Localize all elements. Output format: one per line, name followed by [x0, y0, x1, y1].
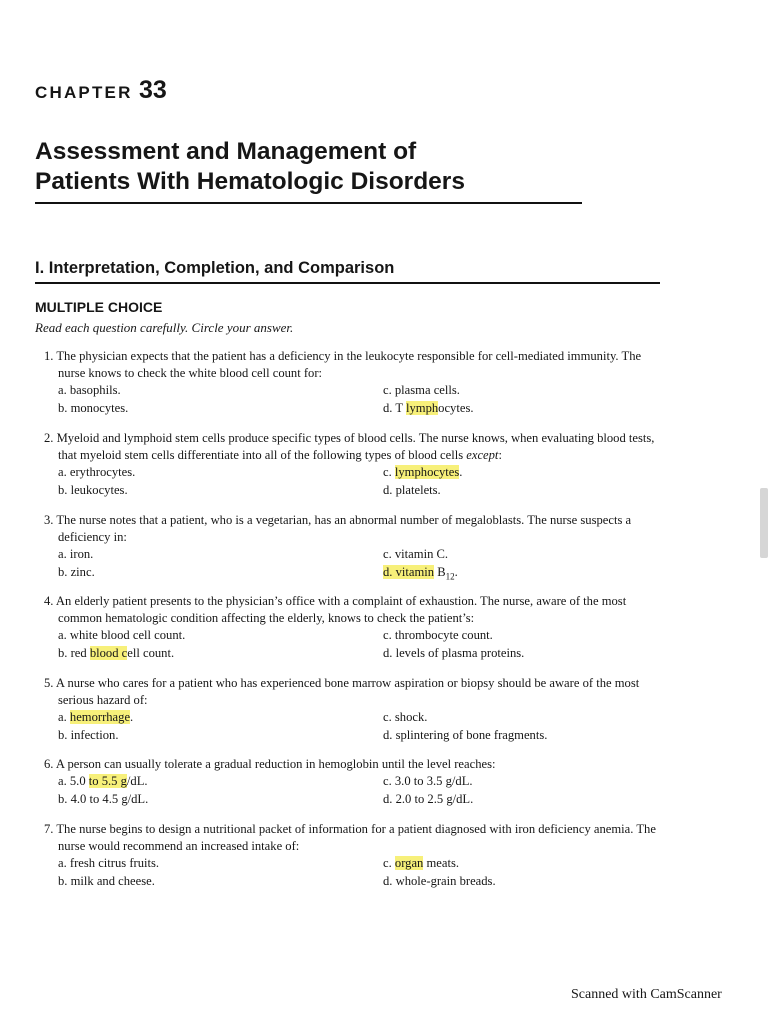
option-row	[44, 791, 664, 809]
chapter-title-line-2: Patients With Hematologic Disorders	[35, 168, 465, 195]
option-c[interactable]	[383, 855, 459, 872]
option-text: d. T	[383, 401, 406, 415]
chapter-title	[35, 137, 635, 197]
option-text: /dL.	[126, 774, 148, 788]
instructions-text: Read each question carefully. Circle your answer.	[35, 320, 294, 335]
option-d[interactable]	[383, 400, 474, 417]
option-row	[44, 873, 664, 891]
highlighted-text: lymphocytes	[394, 465, 460, 479]
option-a[interactable]: a. white blood cell count.	[58, 628, 186, 642]
option-b[interactable]: b. infection.	[58, 728, 119, 742]
option-b[interactable]: b. milk and cheese.	[58, 874, 155, 888]
option-row	[44, 727, 664, 745]
option-text: a. 5.0	[58, 774, 89, 788]
option-text: c.	[383, 856, 395, 870]
option-row	[44, 855, 664, 873]
option-row	[44, 564, 664, 582]
question-stem	[44, 430, 664, 464]
chapter-word: CHAPTER	[35, 83, 133, 102]
option-c[interactable]: c. thrombocyte count.	[383, 628, 493, 642]
option-d[interactable]: d. whole-grain breads.	[383, 874, 496, 888]
option-text: a.	[58, 710, 70, 724]
scanner-watermark: Scanned with CamScanner	[571, 987, 722, 1002]
option-text: .	[459, 465, 463, 479]
option-text: ocytes.	[438, 401, 474, 415]
question-2	[44, 430, 664, 500]
stem-emphasis: except	[466, 448, 499, 462]
option-b[interactable]	[58, 645, 174, 662]
question-1	[44, 348, 664, 418]
highlighted-text: blood c	[89, 646, 128, 660]
option-c[interactable]: c. vitamin C.	[383, 547, 449, 561]
question-5	[44, 675, 664, 745]
option-a[interactable]: a. basophils.	[58, 383, 121, 397]
option-b[interactable]: b. zinc.	[58, 565, 95, 579]
stem-text: 2. Myeloid and lymphoid stem cells produce specific types of blood cells. The nurse knows, when evaluating blood tests, that myeloid stem cells differentiate into all of the following types of blood cells	[44, 431, 655, 462]
option-row	[44, 382, 664, 400]
option-row	[44, 709, 664, 727]
subscript-text: 12	[445, 571, 455, 582]
section-heading: I. Interpretation, Completion, and Comparison	[35, 259, 395, 277]
option-text: .	[130, 710, 134, 724]
question-stem: 4. An elderly patient presents to the physician’s office with a complaint of exhaustion. The nurse, aware of the most common hematologic condition affecting the elderly, knows to check the patient’s:	[44, 594, 627, 625]
chapter-title-line-1: Assessment and Management of	[35, 138, 417, 165]
option-b[interactable]: b. leukocytes.	[58, 483, 128, 497]
question-stem: 1. The physician expects that the patient has a deficiency in the leukocyte responsible for cell-mediated immunity. The nurse knows to check the white blood cell count for:	[44, 349, 642, 380]
option-a[interactable]	[58, 773, 148, 790]
option-a[interactable]	[58, 709, 133, 726]
page-edge-shadow	[760, 488, 768, 558]
option-d[interactable]: d. splintering of bone fragments.	[383, 728, 548, 742]
title-divider	[35, 202, 582, 204]
highlighted-text: d. vitamin	[383, 565, 435, 579]
option-row	[44, 645, 664, 663]
question-stem: 7. The nurse begins to design a nutritional packet of information for a patient diagnosed with iron deficiency anemia. The nurse would recommend an increased intake of:	[44, 822, 656, 853]
question-7	[44, 821, 664, 891]
option-text: c.	[383, 465, 395, 479]
option-row	[44, 627, 664, 645]
option-row	[44, 400, 664, 418]
question-stem: 6. A person can usually tolerate a gradual reduction in hemoglobin until the level reaches:	[44, 757, 496, 771]
highlighted-text: lymph	[405, 401, 439, 415]
option-a[interactable]: a. erythrocytes.	[58, 465, 136, 479]
option-d[interactable]	[383, 564, 458, 586]
option-c[interactable]	[383, 464, 462, 481]
option-b[interactable]: b. 4.0 to 4.5 g/dL.	[58, 792, 149, 806]
chapter-number: 33	[139, 76, 167, 104]
question-6	[44, 756, 664, 809]
highlighted-text: hemorrhage	[69, 710, 131, 724]
highlighted-text: organ	[394, 856, 424, 870]
highlighted-text: to 5.5 g	[88, 774, 127, 788]
multiple-choice-heading: MULTIPLE CHOICE	[35, 299, 163, 315]
option-text: ell count.	[127, 646, 175, 660]
option-c[interactable]: c. 3.0 to 3.5 g/dL.	[383, 774, 473, 788]
option-row	[44, 464, 664, 482]
option-row	[44, 482, 664, 500]
question-stem: 3. The nurse notes that a patient, who is a vegetarian, has an abnormal number of megaloblasts. The nurse suspects a deficiency in:	[44, 513, 632, 544]
option-text: meats.	[423, 856, 460, 870]
stem-text: :	[498, 448, 502, 462]
option-text: b. red	[58, 646, 90, 660]
question-4	[44, 593, 664, 663]
option-row	[44, 546, 664, 564]
option-d[interactable]: d. 2.0 to 2.5 g/dL.	[383, 792, 474, 806]
option-a[interactable]: a. fresh citrus fruits.	[58, 856, 160, 870]
option-b[interactable]: b. monocytes.	[58, 401, 129, 415]
section-divider	[35, 282, 660, 284]
option-d[interactable]: d. levels of plasma proteins.	[383, 646, 525, 660]
question-3	[44, 512, 664, 582]
option-d[interactable]: d. platelets.	[383, 483, 441, 497]
option-a[interactable]: a. iron.	[58, 547, 94, 561]
question-stem: 5. A nurse who cares for a patient who has experienced bone marrow aspiration or biopsy should be aware of the most serious hazard of:	[44, 676, 640, 707]
chapter-label	[35, 78, 167, 103]
option-text: B	[434, 565, 446, 579]
option-row	[44, 773, 664, 791]
option-text: .	[454, 565, 458, 579]
option-c[interactable]: c. shock.	[383, 710, 428, 724]
option-c[interactable]: c. plasma cells.	[383, 383, 460, 397]
